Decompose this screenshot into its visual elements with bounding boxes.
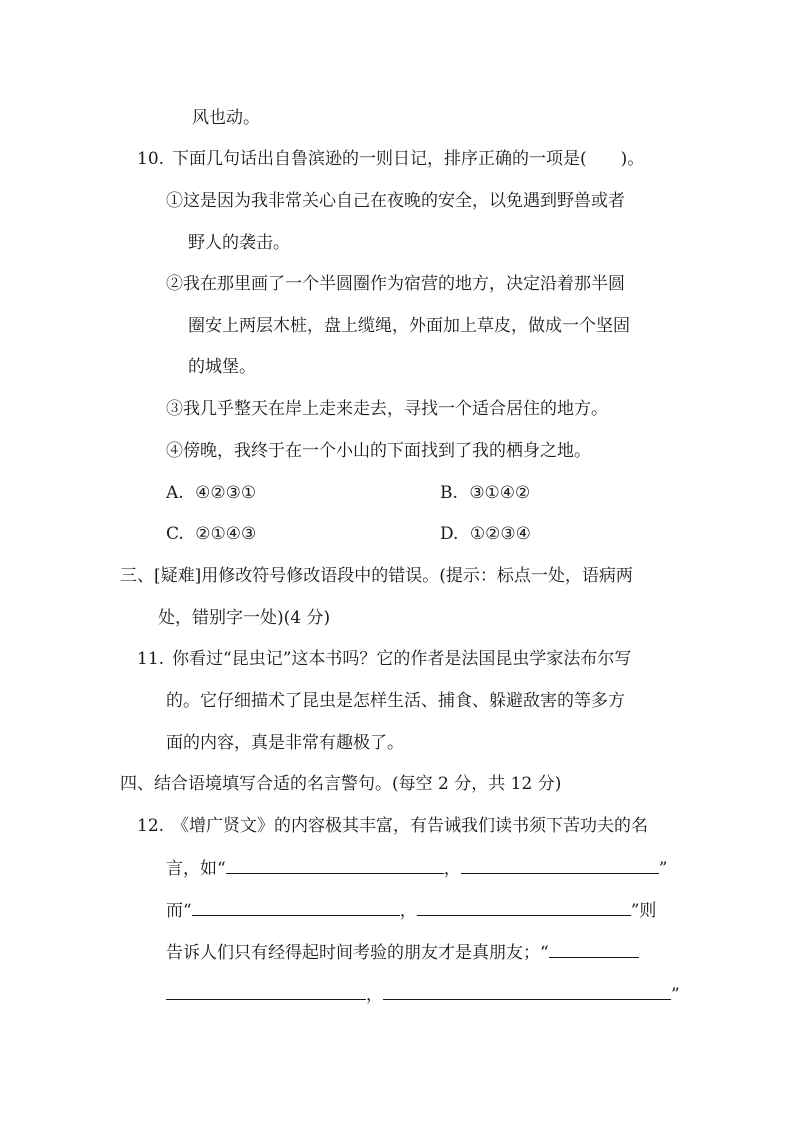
option-b[interactable] [440, 482, 530, 504]
sentence-2-line-1: ②我在那里画了一个半圆圈作为宿营的地方，决定沿着那半圆 [166, 274, 625, 294]
line-end: ”则 [630, 901, 657, 921]
paragraph-line-3: 面的内容，真是非常有趣极了。 [166, 733, 404, 753]
option-a[interactable] [166, 482, 256, 504]
blank-5-start[interactable] [549, 941, 639, 958]
option-text: ④②③① [195, 483, 257, 503]
paragraph-line-1: 你看过“昆虫记”这本书吗？它的作者是法国昆虫学家法布尔写 [172, 649, 632, 669]
sentence-2-line-3: 的城堡。 [188, 357, 256, 377]
question-line-3 [166, 899, 656, 922]
section-4-heading: 四、结合语境填写合适的名言警句。(每空 2 分，共 12 分) [120, 774, 562, 794]
sentence-4: ④傍晚，我终于在一个小山的下面找到了我的栖身之地。 [166, 441, 591, 461]
option-label: B. [440, 483, 458, 503]
question-number: 12. [137, 816, 165, 836]
line-text: 告诉人们只有经得起时间考验的朋友才是真朋友；“ [166, 943, 549, 963]
question-number: 10. [137, 149, 165, 169]
comma: ， [443, 859, 461, 879]
sentence-1-line-2: 野人的袭击。 [188, 233, 290, 253]
line-prefix: 而“ [166, 901, 192, 921]
blank-2[interactable] [461, 857, 659, 874]
prev-answer-fragment: 风也动。 [192, 108, 260, 128]
blank-1[interactable] [226, 857, 444, 874]
section-heading-cont: 处，错别字一处)(4 分) [158, 608, 331, 628]
option-label: C. [166, 524, 184, 544]
blank-3[interactable] [192, 899, 400, 916]
option-d[interactable] [440, 523, 531, 545]
line-end: ” [658, 859, 668, 879]
question-stem: 下面几句话出自鲁滨逊的一则日记，排序正确的一项是( )。 [172, 149, 645, 169]
option-c[interactable] [166, 523, 256, 545]
blank-5-end[interactable] [166, 983, 366, 1000]
blank-4[interactable] [417, 899, 631, 916]
sentence-2-line-2: 圈安上两层木桩，盘上缆绳，外面加上草皮，做成一个坚固 [188, 316, 630, 336]
option-label: A. [166, 483, 184, 503]
blank-6[interactable] [383, 983, 671, 1000]
paragraph-line-2: 的。它仔细描术了昆虫是怎样生活、捕食、躲避敌害的等多方 [166, 691, 625, 711]
question-line-5 [166, 983, 680, 1006]
sentence-3: ③我几乎整天在岸上走来走去，寻找一个适合居住的地方。 [166, 399, 608, 419]
question-line-1: 《增广贤文》的内容极其丰富，有告诫我们读书须下苦功夫的名 [172, 816, 648, 836]
option-text: ③①④② [469, 483, 531, 503]
option-text: ②①④③ [195, 524, 257, 544]
comma: ， [399, 901, 417, 921]
question-number: 11. [137, 649, 165, 669]
question-line-4 [166, 941, 639, 964]
comma: ， [366, 985, 383, 1005]
section-heading: 三、[疑难]用修改符号修改语段中的错误。(提示：标点一处，语病两 [120, 566, 633, 586]
question-line-2 [166, 857, 667, 880]
option-text: ①②③④ [469, 524, 531, 544]
option-label: D. [440, 524, 459, 544]
line-prefix: 言，如“ [166, 859, 226, 879]
sentence-1-line-1: ①这是因为我非常关心自己在夜晚的安全，以免遇到野兽或者 [166, 191, 625, 211]
line-end: ” [671, 985, 680, 1005]
